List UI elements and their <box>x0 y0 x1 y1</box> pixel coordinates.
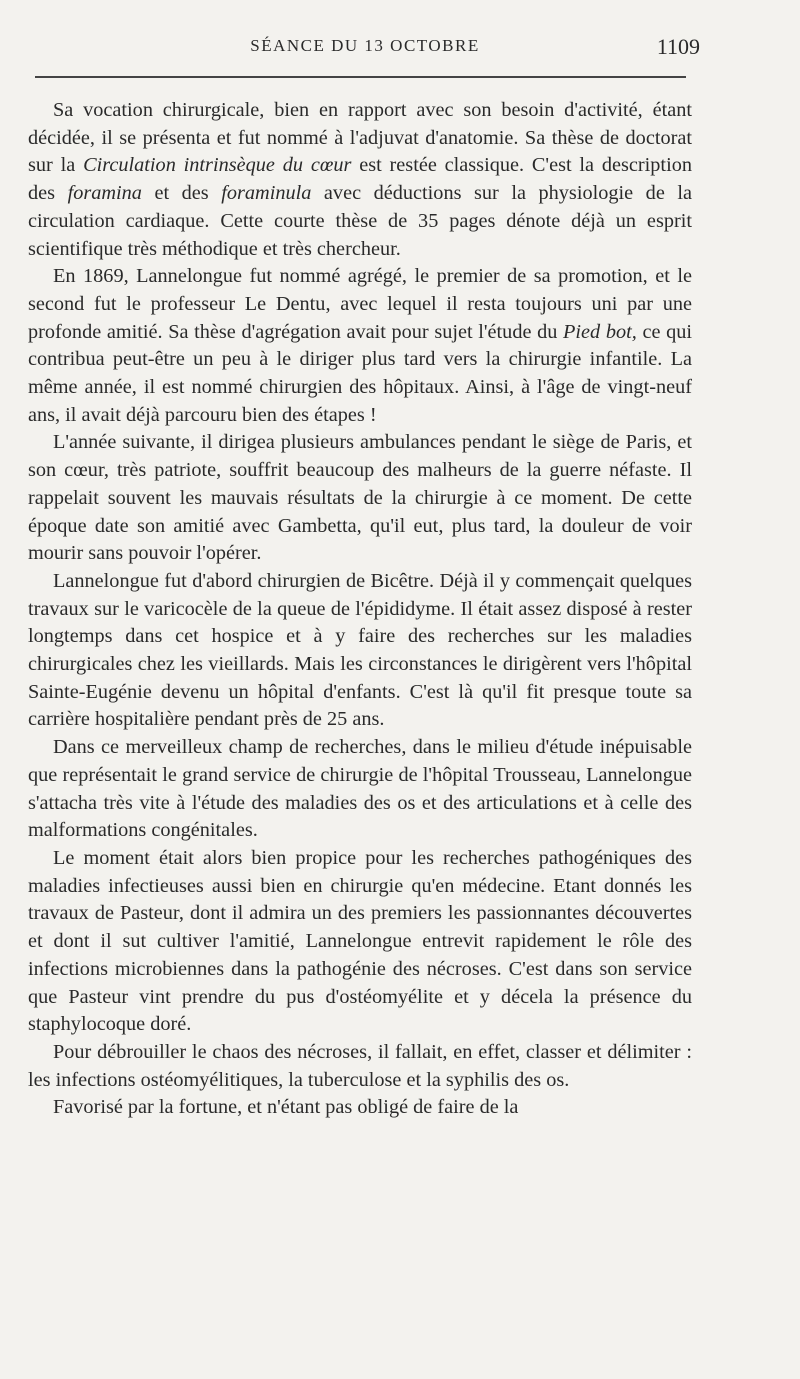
paragraph-text: En 1869, Lannelongue fut nommé agrégé, le premier de sa promotion, et le second fut le professeur Le Dentu, avec lequel il resta toujours uni par une profonde amitié. Sa thèse d'agrégation avait pour sujet l'étude du <box>28 265 692 343</box>
paragraph-text: et des <box>141 182 222 205</box>
body-text <box>28 97 692 1122</box>
paragraph-pasteur: Le moment était alors bien propice pour les recherches pathogéniques des maladies infectieuses aussi bien en chirurgie qu'en médecine. Etant donnés les travaux de Pasteur, dont il admira un des premiers les passionnantes découvertes et dont il sut cultiver l'amitié, Lannelongue entrevit rapidement le rôle des infections microbiennes dans la pathogénie des nécroses. C'est dans son service que Pasteur vint prendre du pus d'ostéomyélite et y décela la présence du staphylocoque doré. <box>28 846 692 1036</box>
paragraph-necroses: Pour débrouiller le chaos des nécroses, il fallait, en effet, classer et délimiter : les infections ostéomyélitiques, la tuberculose et la syphilis des os. <box>28 1040 692 1091</box>
paragraph-bicetre: Lannelongue fut d'abord chirurgien de Bicêtre. Déjà il y commençait quelques travaux sur le varicocèle de la queue de l'épididyme. Il était assez disposé à rester longtemps dans cet hospice et à y faire des recherches sur les maladies chirurgicales chez les vieillards. Mais les circonstances le dirigèrent vers l'hôpital Sainte-Eugénie devenu un hôpital d'enfants. C'est là qu'il fit presque toute sa carrière hospitalière pendant près de 25 ans. <box>28 569 692 731</box>
paragraph-agregation <box>28 263 692 429</box>
paragraph-fortune: Favorisé par la fortune, et n'étant pas obligé de faire de la <box>53 1096 519 1119</box>
paragraph-text: ce qui contribua peut-être un peu à le diriger plus tard vers la chirurgie infantile. La même année, il est nommé chirurgien des hôpitaux. Ainsi, à l'âge de vingt-neuf ans, il avait déjà parcouru bien des étapes ! <box>28 320 692 426</box>
paragraph-trousseau: Dans ce merveilleux champ de recherches, dans le milieu d'étude inépuisable que représentait le grand service de chirurgie de l'hôpital Trousseau, Lannelongue s'attacha très vite à l'étude des maladies des os et des articulations et à celle des malformations congénitales. <box>28 736 692 842</box>
header-rule <box>35 76 686 78</box>
italic-thesis-title: Circulation intrinsèque du cœur <box>83 154 352 177</box>
page-header <box>30 36 700 66</box>
paragraph-vocation <box>28 97 692 263</box>
running-head: SÉANCE DU 13 OCTOBRE <box>250 36 480 55</box>
paragraph-text: Sa vocation chirurgicale, bien en rapport avec son besoin d'activité, étant décidée, il se présenta et fut nommé à l'adjuvat d'anatomie. Sa thèse de doctorat sur la <box>28 99 692 177</box>
italic-thesis-title: Pied bot, <box>563 320 637 343</box>
paragraph-siege: L'année suivante, il dirigea plusieurs ambulances pendant le siège de Paris, et son cœur, très patriote, souffrit beaucoup des malheurs de la guerre néfaste. Il rappelait souvent les mauvais résultats de la chirurgie à ce moment. De cette époque date son amitié avec Gambetta, qu'il eut, plus tard, la douleur de voir mourir sans pouvoir l'opérer. <box>28 431 692 565</box>
italic-term: foraminula <box>221 182 312 205</box>
paragraph-text: est restée classique. C'est la description des <box>28 154 692 205</box>
page-number: 1109 <box>656 34 700 59</box>
italic-term: foramina <box>67 182 142 205</box>
paragraph-text: avec déductions sur la physiologie de la circulation cardiaque. Cette courte thèse de 35 pages dénote déjà un esprit scientifique très méthodique et très chercheur. <box>28 182 692 260</box>
